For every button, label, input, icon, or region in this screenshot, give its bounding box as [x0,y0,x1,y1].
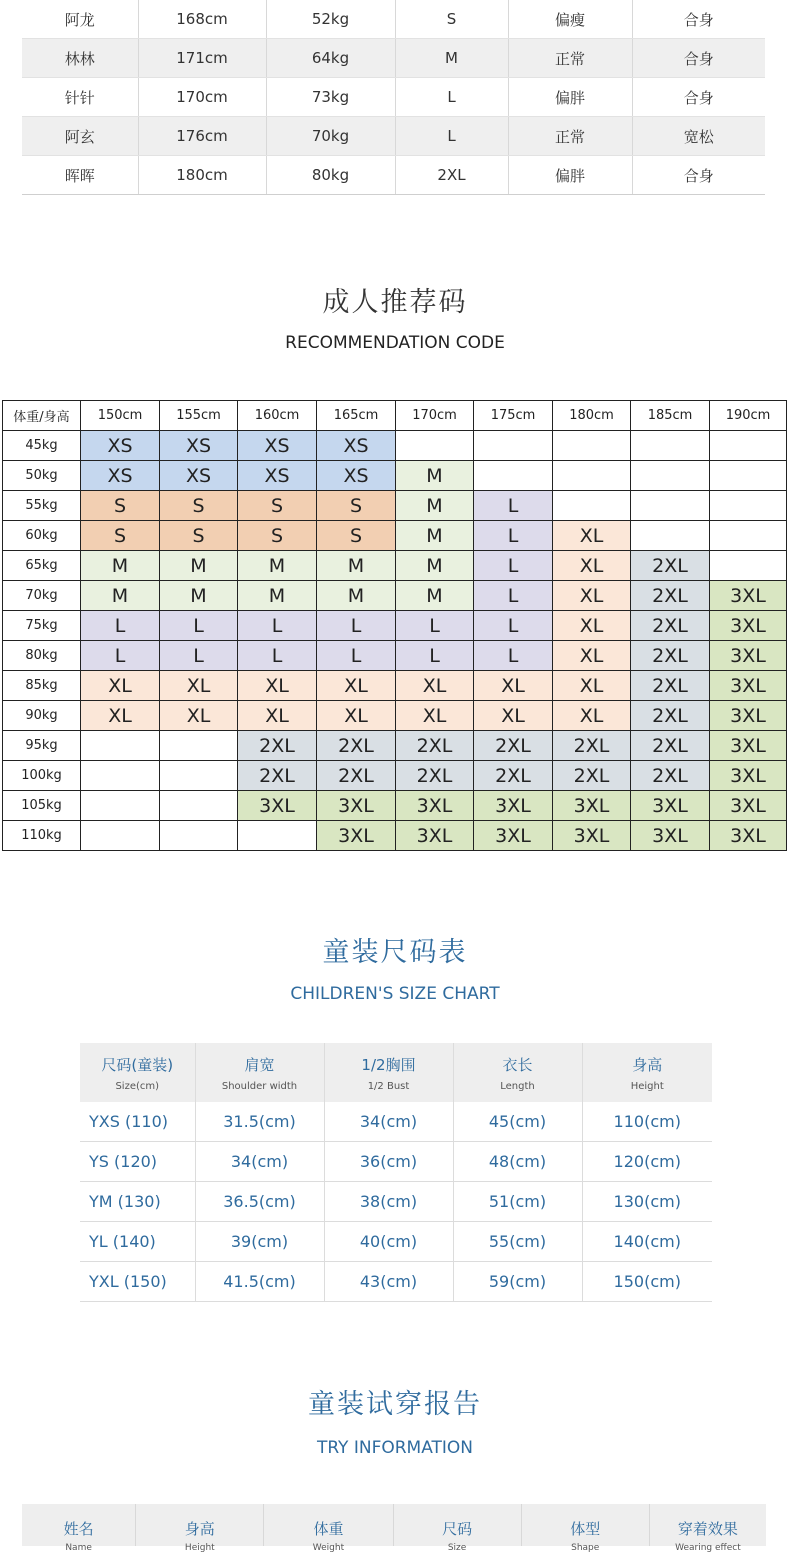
size-cell [474,431,553,461]
size-cell [81,761,160,791]
column-header-en: Height [184,1543,215,1553]
size-cell [631,431,710,461]
size-cell: XL [553,521,631,551]
table-cell: 168cm [138,0,266,39]
size-cell [710,491,787,521]
size-cell [710,521,787,551]
size-cell [238,821,317,851]
column-header-cn: 肩宽 [244,1055,275,1074]
size-cell [160,731,238,761]
size-cell [553,431,631,461]
size-cell: 3XL [553,791,631,821]
size-cell: L [81,611,160,641]
table-cell: S [395,0,508,39]
size-cell: 2XL [631,761,710,791]
weight-label: 110kg [3,821,81,851]
table-row [80,1142,712,1182]
size-cell: 3XL [396,791,474,821]
grid-row [3,761,787,791]
grid-corner-label: 体重/身高 [3,401,81,431]
grid-row [3,701,787,731]
size-cell: L [474,611,553,641]
size-cell: XL [553,641,631,671]
size-cell: XL [396,671,474,701]
size-cell [396,431,474,461]
column-header-en: Shape [571,1543,600,1553]
size-cell: 2XL [553,761,631,791]
grid-row [3,551,787,581]
weight-label: 75kg [3,611,81,641]
size-cell: XL [238,671,317,701]
table-cell: 52kg [266,0,395,39]
column-header-cn: 1/2胸围 [361,1055,416,1074]
height-header: 190cm [710,401,787,431]
size-cell: 3XL [710,731,787,761]
kids-size-table [80,1043,712,1302]
size-cell [710,431,787,461]
column-header [650,1504,766,1553]
size-cell: L [160,641,238,671]
size-cell: XS [238,461,317,491]
size-cell: 3XL [474,791,553,821]
table-cell: 34(cm) [195,1142,324,1182]
kids-try-header [22,1504,766,1553]
size-cell: XL [553,611,631,641]
table-cell: 林林 [22,39,138,78]
weight-label: 45kg [3,431,81,461]
adult-title-cn: 成人推荐码 [322,287,468,318]
table-cell: 正常 [508,39,632,78]
table-cell: L [395,117,508,156]
table-cell: YS (120) [80,1142,195,1182]
table-row [80,1102,712,1142]
size-cell: M [81,581,160,611]
size-cell: XL [553,671,631,701]
column-header-en: 1/2 Bust [367,1080,410,1092]
size-cell: M [81,551,160,581]
size-cell: L [396,611,474,641]
size-cell: 2XL [631,551,710,581]
size-cell: 3XL [631,821,710,851]
size-cell: 3XL [710,701,787,731]
column-header-en: Size [447,1543,467,1553]
size-cell: 2XL [238,731,317,761]
table-cell: 偏瘦 [508,0,632,39]
column-header [582,1043,712,1102]
size-cell: L [317,611,396,641]
table-cell: 130(cm) [582,1182,712,1222]
grid-row [3,671,787,701]
column-header-cn: 体型 [570,1520,601,1538]
grid-row [3,431,787,461]
column-header [264,1504,393,1553]
size-cell: XS [160,431,238,461]
table-cell: 150(cm) [582,1262,712,1302]
size-cell: S [160,521,238,551]
table-cell: 合身 [632,0,765,39]
table-cell: 正常 [508,117,632,156]
column-header-en: Weight [312,1543,345,1553]
size-cell: XL [474,671,553,701]
table-row [22,117,765,156]
size-cell: XL [396,701,474,731]
table-cell: 偏胖 [508,156,632,195]
size-cell: 2XL [553,731,631,761]
column-header-cn: 姓名 [63,1520,94,1538]
size-cell: 2XL [631,731,710,761]
recommendation-grid [2,400,787,851]
size-cell: S [81,521,160,551]
table-cell: 宽松 [632,117,765,156]
size-cell [710,551,787,581]
height-header: 180cm [553,401,631,431]
size-cell: 3XL [396,821,474,851]
size-cell: XS [238,431,317,461]
size-cell: 2XL [317,731,396,761]
size-cell: 2XL [631,701,710,731]
size-cell: XL [553,581,631,611]
size-cell: 3XL [710,761,787,791]
size-cell: M [396,491,474,521]
size-cell: M [396,521,474,551]
height-header: 155cm [160,401,238,431]
kids-chart-title-en: CHILDREN'S SIZE CHART [290,984,500,1004]
size-cell: XS [317,431,396,461]
table-cell: 36.5(cm) [195,1182,324,1222]
table-cell: 36(cm) [324,1142,453,1182]
table-cell: 39(cm) [195,1222,324,1262]
size-cell: 3XL [238,791,317,821]
size-cell: S [317,521,396,551]
table-cell: 合身 [632,156,765,195]
weight-label: 80kg [3,641,81,671]
size-cell: M [396,461,474,491]
size-cell: S [81,491,160,521]
size-cell: M [160,581,238,611]
size-cell: 3XL [317,821,396,851]
size-cell: L [160,611,238,641]
size-cell: S [160,491,238,521]
size-cell: L [474,521,553,551]
size-cell: 3XL [553,821,631,851]
kids-chart-title-cn: 童装尺码表 [322,937,468,968]
table-cell: 171cm [138,39,266,78]
grid-row [3,581,787,611]
column-header [195,1043,324,1102]
column-header-en: Height [630,1080,664,1092]
size-cell: 3XL [710,581,787,611]
column-header-en: Wearing effect [675,1543,741,1553]
table-row [22,0,765,39]
size-cell: 3XL [710,641,787,671]
grid-row [3,611,787,641]
size-cell: 2XL [238,761,317,791]
size-cell: XL [81,671,160,701]
grid-row [3,821,787,851]
size-cell [160,821,238,851]
column-header [324,1043,453,1102]
size-cell: XL [81,701,160,731]
weight-label: 70kg [3,581,81,611]
size-cell: M [317,551,396,581]
table-cell: 38(cm) [324,1182,453,1222]
column-header-en: Length [500,1080,535,1092]
weight-label: 60kg [3,521,81,551]
table-cell: 合身 [632,78,765,117]
size-cell: 3XL [710,791,787,821]
size-cell [81,821,160,851]
size-cell: S [238,521,317,551]
size-cell: 2XL [474,761,553,791]
size-cell: L [238,611,317,641]
grid-row [3,521,787,551]
column-header [394,1504,522,1553]
table-cell: 43(cm) [324,1262,453,1302]
size-cell: 2XL [396,731,474,761]
column-header-cn: 尺码 [442,1520,473,1538]
grid-row [3,641,787,671]
size-cell [81,731,160,761]
table-cell: 阿龙 [22,0,138,39]
column-header-cn: 衣长 [502,1055,533,1074]
kids-try-title-en: TRY INFORMATION [316,1438,474,1458]
table-cell: 阿玄 [22,117,138,156]
table-cell: YM (130) [80,1182,195,1222]
weight-label: 100kg [3,761,81,791]
size-cell: 2XL [474,731,553,761]
size-cell: 2XL [631,611,710,641]
table-cell: L [395,78,508,117]
table-cell: 80kg [266,156,395,195]
size-cell: M [396,581,474,611]
table-cell: 110(cm) [582,1102,712,1142]
size-cell: 2XL [631,581,710,611]
table-row [80,1262,712,1302]
size-cell: XL [553,551,631,581]
column-header [22,1504,136,1553]
table-cell: 2XL [395,156,508,195]
size-cell: XL [317,671,396,701]
table-cell: YXS (110) [80,1102,195,1142]
size-cell: M [396,551,474,581]
table-cell: 40(cm) [324,1222,453,1262]
table-cell: 176cm [138,117,266,156]
size-cell: XL [317,701,396,731]
table-cell: 31.5(cm) [195,1102,324,1142]
table-cell: 41.5(cm) [195,1262,324,1302]
size-cell: XL [238,701,317,731]
table-cell: 70kg [266,117,395,156]
size-cell: XS [317,461,396,491]
table-row [80,1182,712,1222]
size-cell [81,791,160,821]
size-cell [631,521,710,551]
weight-label: 65kg [3,551,81,581]
size-cell: XS [81,431,160,461]
column-header-cn: 尺码(童装) [101,1055,174,1074]
try-on-table [22,0,765,195]
size-cell [553,491,631,521]
table-cell: 140(cm) [582,1222,712,1262]
size-cell: 3XL [631,791,710,821]
table-cell: 55(cm) [453,1222,582,1262]
table-cell: M [395,39,508,78]
weight-label: 90kg [3,701,81,731]
kids-try-title-cn: 童装试穿报告 [308,1389,482,1420]
table-cell: 120(cm) [582,1142,712,1182]
size-cell: L [81,641,160,671]
size-cell: XL [160,701,238,731]
weight-label: 55kg [3,491,81,521]
column-header-cn: 身高 [184,1520,215,1538]
height-header: 160cm [238,401,317,431]
size-cell: M [317,581,396,611]
size-cell: M [238,581,317,611]
size-cell: 2XL [396,761,474,791]
table-cell: YXL (150) [80,1262,195,1302]
column-header-cn: 身高 [632,1055,663,1074]
size-cell: L [317,641,396,671]
height-header: 185cm [631,401,710,431]
size-cell: L [474,551,553,581]
table-cell: YL (140) [80,1222,195,1262]
table-cell: 180cm [138,156,266,195]
size-cell: XS [160,461,238,491]
size-cell: 3XL [474,821,553,851]
size-cell: 2XL [317,761,396,791]
grid-row [3,461,787,491]
size-cell: M [238,551,317,581]
size-cell: 3XL [710,611,787,641]
size-cell [553,461,631,491]
table-cell: 45(cm) [453,1102,582,1142]
table-row [22,78,765,117]
table-cell: 合身 [632,39,765,78]
table-cell: 针针 [22,78,138,117]
size-cell: XS [81,461,160,491]
table-cell: 48(cm) [453,1142,582,1182]
size-cell: M [160,551,238,581]
table-cell: 51(cm) [453,1182,582,1222]
table-cell: 170cm [138,78,266,117]
size-cell: XL [160,671,238,701]
height-header: 170cm [396,401,474,431]
size-cell: 2XL [631,641,710,671]
column-header-en: Shoulder width [221,1080,298,1092]
column-header [136,1504,264,1553]
size-cell [710,461,787,491]
size-cell: 3XL [317,791,396,821]
column-header-en: Size(cm) [115,1080,160,1092]
size-cell [631,461,710,491]
height-header: 165cm [317,401,396,431]
table-cell: 晖晖 [22,156,138,195]
size-cell: XL [553,701,631,731]
adult-title-en: RECOMMENDATION CODE [285,333,505,353]
size-cell: S [317,491,396,521]
size-cell: 2XL [631,671,710,701]
weight-label: 50kg [3,461,81,491]
column-header-cn: 穿着效果 [677,1520,738,1538]
size-cell: 3XL [710,821,787,851]
table-cell: 偏胖 [508,78,632,117]
weight-label: 95kg [3,731,81,761]
size-cell [631,491,710,521]
size-cell: L [474,491,553,521]
weight-label: 105kg [3,791,81,821]
size-cell: 3XL [710,671,787,701]
table-cell: 64kg [266,39,395,78]
table-cell: 73kg [266,78,395,117]
column-header [80,1043,195,1102]
size-cell [474,461,553,491]
column-header-cn: 体重 [313,1520,344,1538]
table-cell: 34(cm) [324,1102,453,1142]
size-cell: L [474,581,553,611]
size-cell [160,791,238,821]
column-header [453,1043,582,1102]
size-cell: L [474,641,553,671]
height-header: 175cm [474,401,553,431]
column-header-en: Name [65,1543,92,1553]
table-row [80,1222,712,1262]
table-row [22,39,765,78]
table-cell: 59(cm) [453,1262,582,1302]
size-cell: L [238,641,317,671]
size-cell: S [238,491,317,521]
size-cell: L [396,641,474,671]
table-row [22,156,765,195]
size-cell [160,761,238,791]
grid-row [3,791,787,821]
grid-row [3,731,787,761]
size-cell: XL [474,701,553,731]
height-header: 150cm [81,401,160,431]
weight-label: 85kg [3,671,81,701]
column-header [522,1504,650,1553]
grid-row [3,491,787,521]
